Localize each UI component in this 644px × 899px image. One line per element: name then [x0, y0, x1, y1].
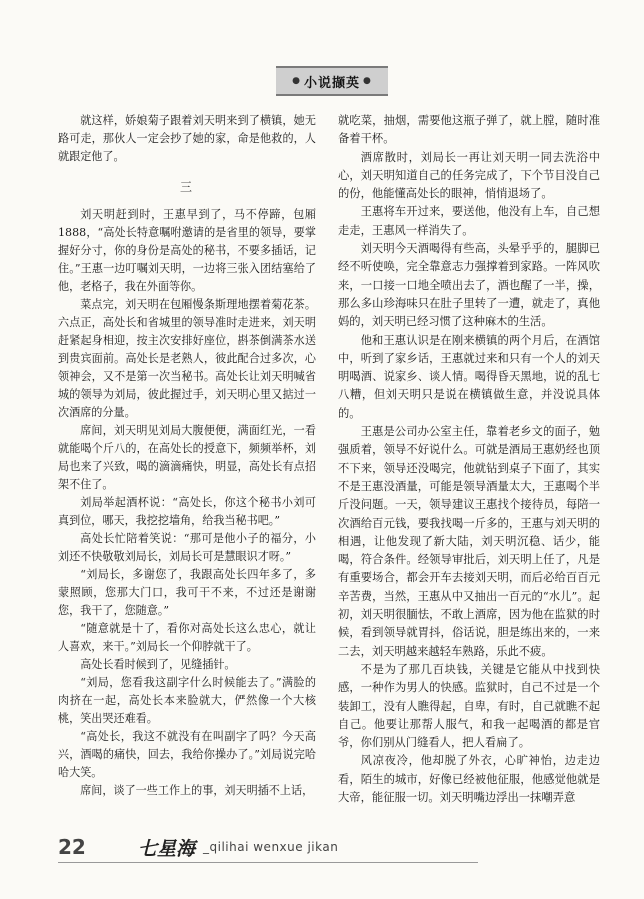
- paragraph: “随意就是十了，看你对高处长这么忠心，就让人喜欢，来干。”刘局长一个仰脖就干了。: [58, 622, 316, 653]
- section-header-banner: [276, 66, 388, 96]
- paragraph: 酒席散时，刘局长一再让刘天明一同去洗浴中心，刘天明知道自己的任务完成了，下个节目没自己的份，他能懂高处长的眼神，悄悄退场了。: [338, 150, 600, 201]
- left-column: [58, 112, 316, 800]
- magazine-logo: 七星海: [138, 837, 196, 860]
- page-footer: [58, 832, 478, 863]
- paragraph: 刘局举起酒杯说：“高处长，你这个秘书小刘可真到位，哪天，我挖挖墙角，给我当秘书吧。”: [58, 496, 316, 527]
- paragraph: 风凉夜冷，他却脱了外衣，心旷神怡，边走边看，陌生的城市，好像已经被他征服，他感觉他就是大帝，能征服一切。刘天明嘴边浮出一抹嘲弄意: [338, 754, 600, 804]
- paragraph: 王惠是公司办公室主任，靠着老乡文的面子，勉强质着，领导不好说什么。可就是酒局王惠奶经也顶不下来，领导还没喝完，他就钻到桌子下面了，其实不是王惠没酒量，可能是领导酒量太大，王惠喝个半斤没问题。一天，领导建议王惠找个接待员，每陪一次酒给百元钱，要我找喝一斤多的，王惠与刘天明的相遇，让他发现了新大陆，刘天明沉稳、话少，能喝，符合条件。经领导审批后，刘天明上任了，凡是有重要场合，都会开车去接刘天明，而后必给百百元辛苦费，当然，王惠从中又抽出一百元的“水儿”。起初，刘天明很腼怯，不敢上酒席，因为他在监狱的时候，看到领导就胃抖，俗话说，胆是练出来的，一来二去，刘天明越来越轻车熟路，乐此不疲。: [338, 425, 600, 658]
- section-title: 小说撷英: [303, 75, 360, 91]
- page-number: 22: [58, 835, 86, 859]
- paragraph: “刘局长，多谢您了，我跟高处长四年多了，多蒙照顾，您那大门口，我可干不来，不过还是谢谢您，我干了，您随意。”: [58, 568, 316, 617]
- paragraph: 就这样，娇娘菊子跟着刘天明来到了横镇，她无路可走，那伙人一定会抄了她的家，命是他救的，人就跟定他了。: [58, 114, 316, 163]
- bullet-icon: ●: [292, 76, 301, 86]
- paragraph: 不是为了那几百块钱，关键是它能从中找到快感，一种作为男人的快感。监狱时，自己不过是一个装卸工，没有人瞧得起，自卑，有时，自己就瞧不起自己。他要让那帮人服气，和我一起喝酒的都是官爷，你们别从门缝看人，把人看扁了。: [338, 662, 600, 750]
- paragraph: “刘局，您看我这副字什么时候能去了。”满脸的肉挤在一起，高处长本来脸就大，俨然像一个大核桃，笑出哭还难看。: [58, 676, 316, 725]
- paragraph: 就吃菜，抽烟，需要他这瓶子弹了，就上膛，随时准备着干杯。: [338, 114, 600, 146]
- paragraph: 他和王惠认识是在刚来横镇的两个月后，在酒馆中，听到了家乡话，王惠就过来和只有一个人的刘天明喝酒、说家乡、谈人情。喝得昏天黑地，说的乱七八糟，但刘天明只是说在横镇做生意，并没说具体的。: [338, 333, 600, 420]
- paragraph: 王惠将车开过来，要送他，他没有上车，自己想走走，王惠风一样消失了。: [338, 205, 600, 237]
- paragraph: 高处长看时候到了，见缝插针。: [80, 658, 236, 671]
- paragraph: 高处长忙陪着笑说：“那可是他小子的福分，小刘还不快敬敬刘局长，刘局长可是慧眼识才呀。”: [58, 532, 316, 563]
- paragraph: 刘天明今天酒喝得有些高，头晕乎乎的，腿脚已经不听使唤，完全靠意志力强撑着到家路。一阵风吹来，一口接一口地全喷出去了，酒也醒了一半，操，那么多山珍海味只在肚子里转了一遭，就走了，真他妈的，刘天明已经习惯了这种麻木的生活。: [338, 242, 600, 329]
- paragraph: 席间，谈了一些工作上的事，刘天明插不上话，: [80, 784, 314, 797]
- paragraph: 刘天明赶到时，王惠早到了，马不停蹄，包厢1888，“高处长特意嘱咐邀请的是省里的领导，要掌握好分寸，你的身份是高处的秘书，不要多插话，记住。”王惠一边叮嘱刘天明，一边将三张入团结塞给了他，老格子，我在外面等你。: [58, 208, 316, 293]
- paragraph: “高处长，我这不就没有在叫副字了吗？今天高兴，酒喝的痛快，回去，我给你操办了。”刘局说完哈哈大笑。: [58, 730, 316, 779]
- paragraph: 席间，刘天明见刘局大腹便便，满面红光，一看就能喝个斤八的，在高处长的授意下，频频举杯，刘局也来了兴致，喝的滴滴痛快，明显，高处长有点招架不住了。: [58, 424, 316, 491]
- paragraph: 菜点完，刘天明在包厢慢条斯理地摆着菊花茶。六点正，高处长和省城里的领导准时走进来，刘天明赶紧起身相迎，按主次安排好座位，斟茶倒满茶水送到贵宾面前。高处长是老熟人，彼此配合过多次，心领神会，又不是第一次当秘书。高处长让刘天明喊省城的领导为刘局，彼此握过手，刘天明心里又掂过一次酒席的分量。: [58, 298, 316, 419]
- right-column: [338, 112, 600, 807]
- magazine-pinyin: _qilihai wenxue jikan: [203, 840, 339, 854]
- bullet-icon: ●: [363, 76, 372, 86]
- section-number: 三: [179, 180, 194, 194]
